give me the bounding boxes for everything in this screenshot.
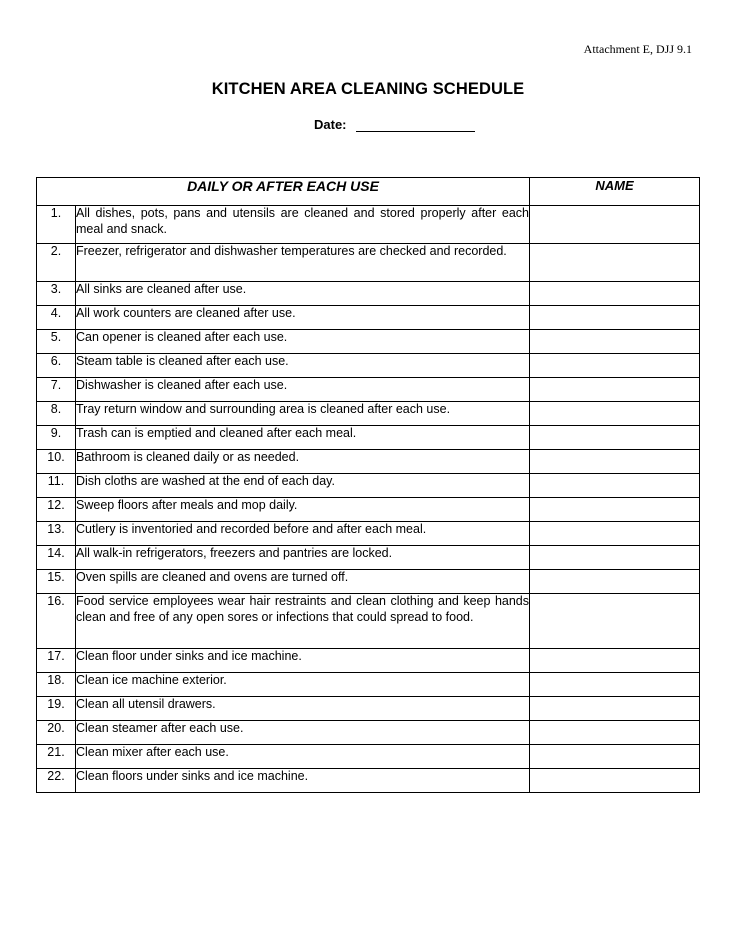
row-number: 18.	[37, 673, 76, 697]
name-entry-cell[interactable]	[530, 306, 700, 330]
task-description: Freezer, refrigerator and dishwasher temperatures are checked and recorded.	[76, 244, 530, 282]
name-entry-cell[interactable]	[530, 498, 700, 522]
row-number: 11.	[37, 474, 76, 498]
table-row	[37, 498, 700, 522]
task-description: Clean ice machine exterior.	[76, 673, 530, 697]
row-number: 15.	[37, 570, 76, 594]
table-row	[37, 697, 700, 721]
table-row	[37, 522, 700, 546]
row-number: 2.	[37, 244, 76, 282]
cleaning-schedule-table	[36, 177, 700, 793]
row-number: 21.	[37, 745, 76, 769]
row-number: 10.	[37, 450, 76, 474]
table-row	[37, 426, 700, 450]
date-label: Date:	[314, 117, 347, 132]
table-row	[37, 330, 700, 354]
table-row	[37, 354, 700, 378]
name-entry-cell[interactable]	[530, 721, 700, 745]
name-entry-cell[interactable]	[530, 546, 700, 570]
task-description: All walk-in refrigerators, freezers and pantries are locked.	[76, 546, 530, 570]
task-description: Bathroom is cleaned daily or as needed.	[76, 450, 530, 474]
task-description: All work counters are cleaned after use.	[76, 306, 530, 330]
task-description: Trash can is emptied and cleaned after each meal.	[76, 426, 530, 450]
table-row	[37, 306, 700, 330]
column-header-task: DAILY OR AFTER EACH USE	[37, 178, 530, 206]
task-description: Food service employees wear hair restraints and clean clothing and keep hands clean and free of any open sores or infections that could spread to food.	[76, 594, 530, 649]
row-number: 19.	[37, 697, 76, 721]
task-description: Clean mixer after each use.	[76, 745, 530, 769]
name-entry-cell[interactable]	[530, 697, 700, 721]
row-number: 17.	[37, 649, 76, 673]
row-number: 8.	[37, 402, 76, 426]
task-description: Oven spills are cleaned and ovens are turned off.	[76, 570, 530, 594]
table-header-row	[37, 178, 700, 206]
name-entry-cell[interactable]	[530, 745, 700, 769]
task-description: Dishwasher is cleaned after each use.	[76, 378, 530, 402]
table-row	[37, 378, 700, 402]
row-number: 22.	[37, 769, 76, 793]
row-number: 20.	[37, 721, 76, 745]
table-row	[37, 673, 700, 697]
table-row	[37, 546, 700, 570]
task-description: Clean all utensil drawers.	[76, 697, 530, 721]
row-number: 1.	[37, 206, 76, 244]
column-header-name: NAME	[530, 178, 700, 206]
page-title: KITCHEN AREA CLEANING SCHEDULE	[211, 80, 525, 98]
row-number: 4.	[37, 306, 76, 330]
date-blank-line[interactable]	[356, 117, 475, 132]
table-row	[37, 402, 700, 426]
table-row	[37, 244, 700, 282]
table-row	[37, 474, 700, 498]
table-body	[37, 206, 700, 793]
row-number: 14.	[37, 546, 76, 570]
name-entry-cell[interactable]	[530, 450, 700, 474]
name-entry-cell[interactable]	[530, 594, 700, 649]
table-row	[37, 206, 700, 244]
name-entry-cell[interactable]	[530, 522, 700, 546]
table-row	[37, 649, 700, 673]
name-entry-cell[interactable]	[530, 570, 700, 594]
task-description: Clean steamer after each use.	[76, 721, 530, 745]
name-entry-cell[interactable]	[530, 474, 700, 498]
table-row	[37, 594, 700, 649]
task-description: All dishes, pots, pans and utensils are cleaned and stored properly after each meal and snack.	[76, 206, 530, 244]
name-entry-cell[interactable]	[530, 378, 700, 402]
name-entry-cell[interactable]	[530, 402, 700, 426]
task-description: Steam table is cleaned after each use.	[76, 354, 530, 378]
name-entry-cell[interactable]	[530, 426, 700, 450]
task-description: Clean floors under sinks and ice machine.	[76, 769, 530, 793]
row-number: 7.	[37, 378, 76, 402]
row-number: 13.	[37, 522, 76, 546]
table-row	[37, 570, 700, 594]
table-row	[37, 282, 700, 306]
name-entry-cell[interactable]	[530, 673, 700, 697]
name-entry-cell[interactable]	[530, 330, 700, 354]
row-number: 5.	[37, 330, 76, 354]
table-row	[37, 745, 700, 769]
table-row	[37, 721, 700, 745]
row-number: 9.	[37, 426, 76, 450]
name-entry-cell[interactable]	[530, 769, 700, 793]
date-field	[314, 117, 475, 132]
task-description: Dish cloths are washed at the end of each day.	[76, 474, 530, 498]
task-description: Cutlery is inventoried and recorded before and after each meal.	[76, 522, 530, 546]
name-entry-cell[interactable]	[530, 649, 700, 673]
row-number: 16.	[37, 594, 76, 649]
name-entry-cell[interactable]	[530, 354, 700, 378]
table-row	[37, 450, 700, 474]
attachment-reference: Attachment E, DJJ 9.1	[583, 42, 692, 56]
task-description: Tray return window and surrounding area is cleaned after each use.	[76, 402, 530, 426]
name-entry-cell[interactable]	[530, 206, 700, 244]
row-number: 6.	[37, 354, 76, 378]
task-description: Clean floor under sinks and ice machine.	[76, 649, 530, 673]
task-description: Can opener is cleaned after each use.	[76, 330, 530, 354]
row-number: 12.	[37, 498, 76, 522]
name-entry-cell[interactable]	[530, 244, 700, 282]
task-description: Sweep floors after meals and mop daily.	[76, 498, 530, 522]
name-entry-cell[interactable]	[530, 282, 700, 306]
table-row	[37, 769, 700, 793]
task-description: All sinks are cleaned after use.	[76, 282, 530, 306]
row-number: 3.	[37, 282, 76, 306]
